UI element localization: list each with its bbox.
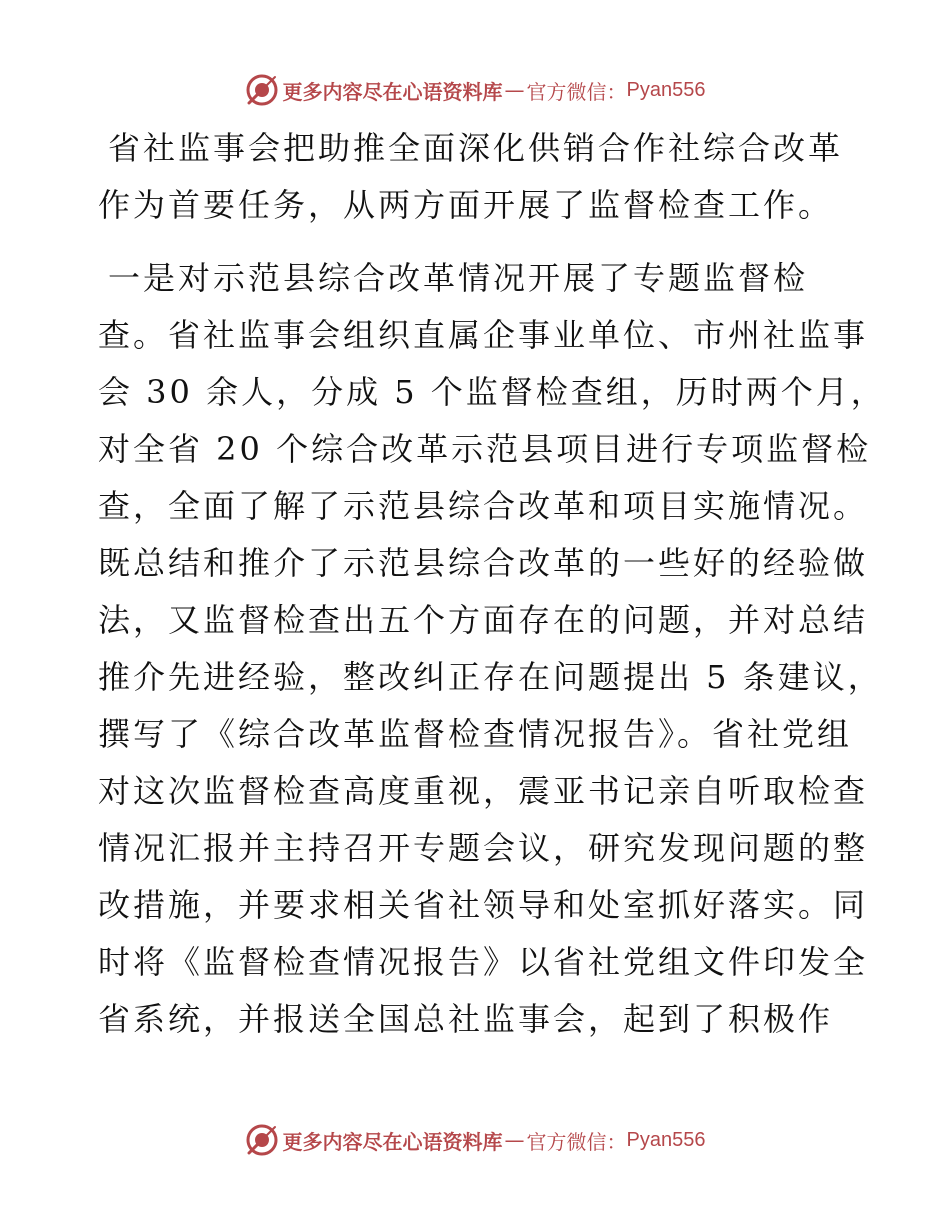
text-line: 推介先进经验，整改纠正存在问题提出 5 条建议， [98, 658, 883, 696]
banner-dash: — [504, 78, 525, 102]
text-line: 一是对示范县综合改革情况开展了专题监督检 [108, 259, 809, 297]
text-line: 法，又监督检查出五个方面存在的问题，并对总结 [98, 601, 869, 639]
text-line: 撰写了《综合改革监督检查情况报告》。省社党组 [98, 715, 853, 753]
text-line: 会 30 余人，分成 5 个监督检查组，历时两个月， [98, 373, 886, 411]
pen-logo-icon [245, 73, 279, 107]
text-line: 省系统，并报送全国总社监事会，起到了积极作 [98, 1000, 834, 1038]
text-line: 作为首要任务，从两方面开展了监督检查工作。 [98, 186, 834, 224]
text-line: 查。省社监事会组织直属企事业单位、市州社监事 [98, 316, 869, 354]
text-line: 省社监事会把助推全面深化供销合作社综合改革 [108, 129, 844, 167]
text-line: 时将《监督检查情况报告》以省社党组文件印发全 [98, 943, 869, 981]
banner-title: 更多内容尽在心语资料库 [282, 79, 503, 104]
text-line: 对全省 20 个综合改革示范县项目进行专项监督检 [98, 430, 872, 468]
banner-wechat-id: Pyan556 [626, 78, 706, 101]
banner-wechat-label: 官方微信： [526, 79, 627, 104]
banner-title: 更多内容尽在心语资料库 [282, 1129, 503, 1154]
banner-wechat-id: Pyan556 [626, 1128, 706, 1151]
text-line: 改措施，并要求相关省社领导和处室抓好落实。同 [98, 886, 869, 924]
pen-logo-icon [245, 1123, 279, 1157]
banner-dash: — [504, 1128, 525, 1152]
header-banner [0, 70, 950, 110]
banner-wechat-label: 官方微信： [526, 1129, 627, 1154]
text-line: 对这次监督检查高度重视，震亚书记亲自听取检查 [98, 772, 869, 810]
text-line: 查，全面了解了示范县综合改革和项目实施情况。 [98, 487, 869, 525]
text-line: 既总结和推介了示范县综合改革的一些好的经验做 [98, 544, 869, 582]
footer-banner [0, 1120, 950, 1160]
text-line: 情况汇报并主持召开专题会议，研究发现问题的整 [98, 829, 869, 867]
